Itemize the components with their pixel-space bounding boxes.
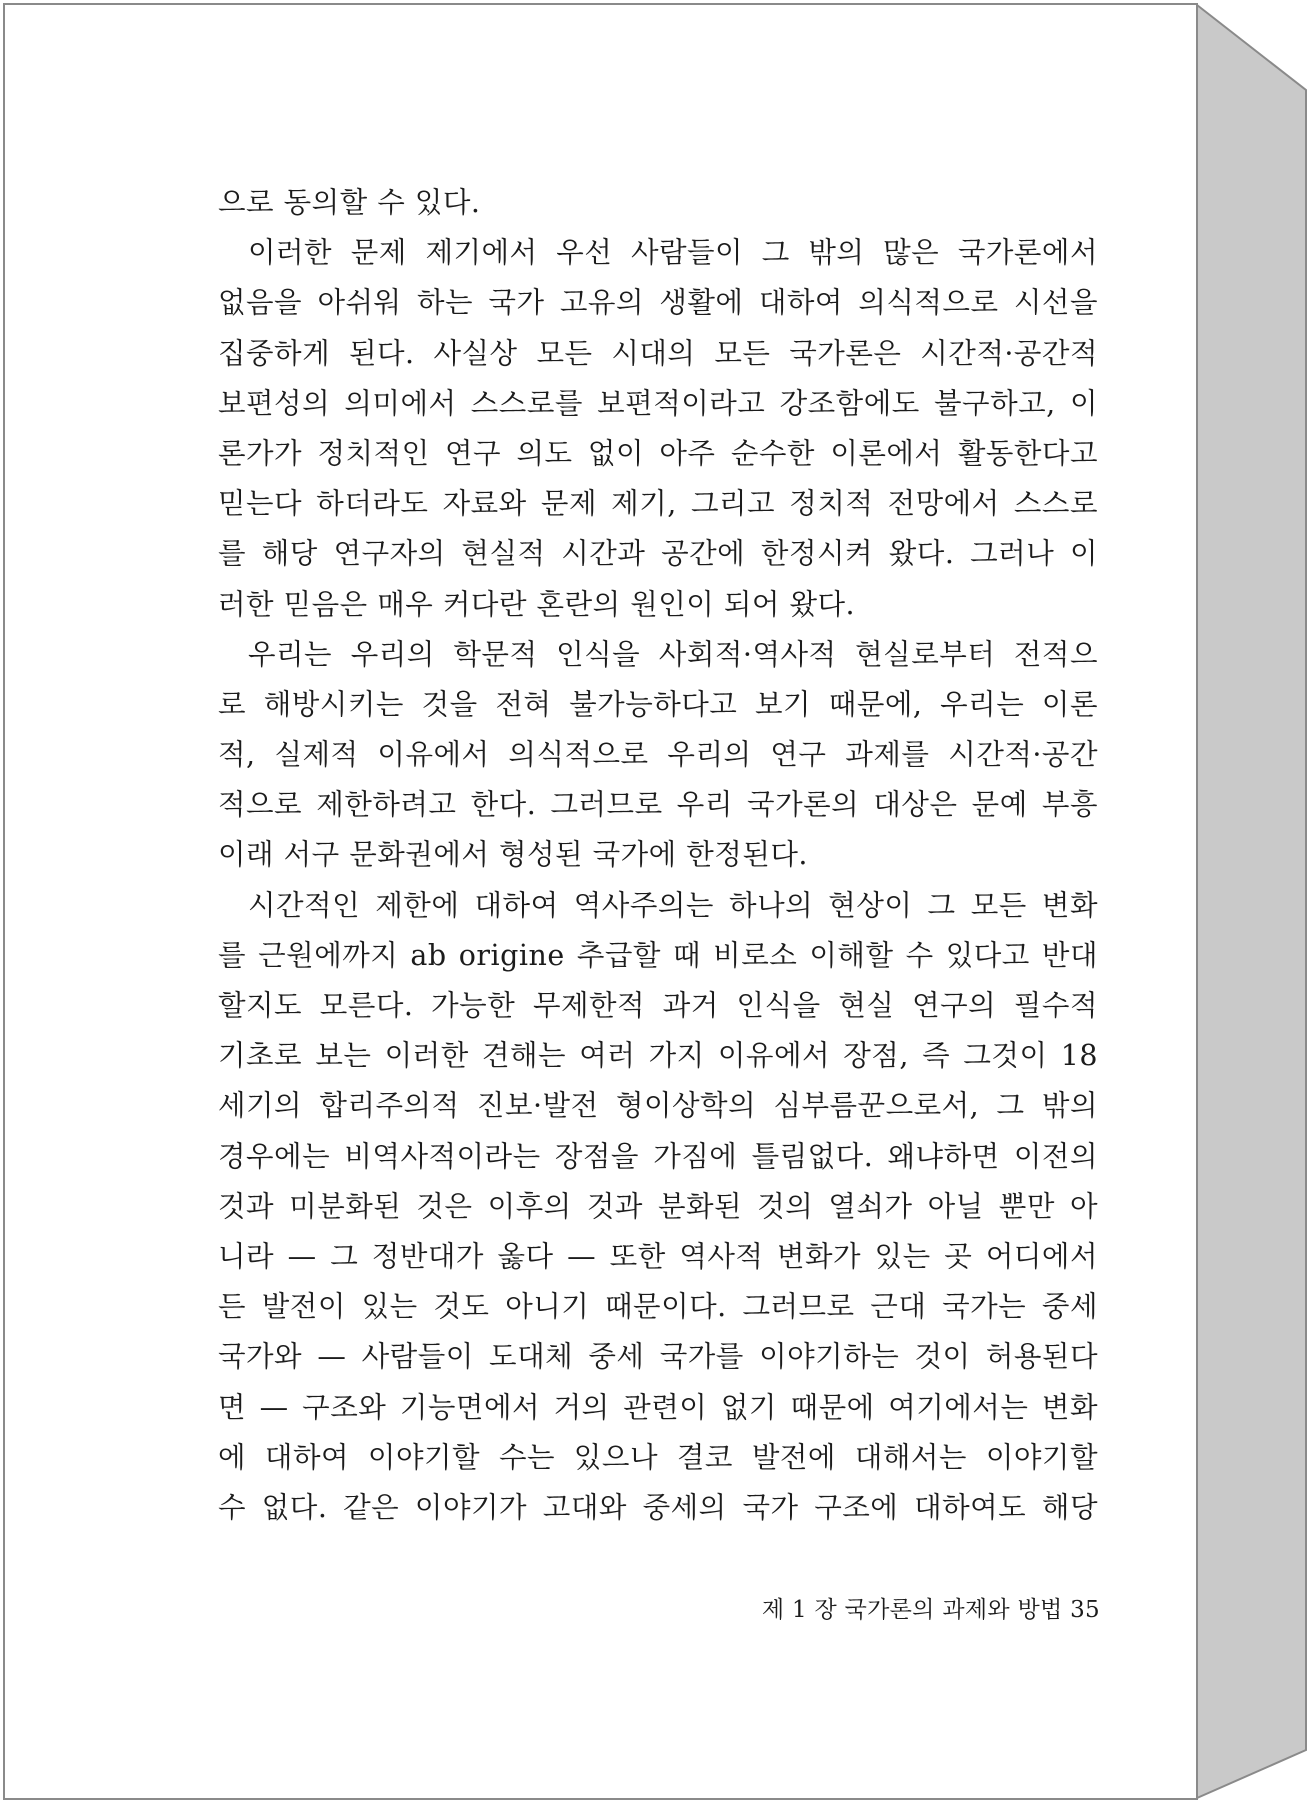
text-line: 경우에는 비역사적이라는 장점을 가짐에 틀림없다. 왜냐하면 이전의 — [218, 1139, 1098, 1173]
text-line: 에 대하여 이야기할 수는 있으나 결코 발전에 대해서는 이야기할 — [218, 1440, 1098, 1474]
text-line: 집중하게 된다. 사실상 모든 시대의 모든 국가론은 시간적·공간적 — [218, 336, 1098, 370]
text-line: 시간적인 제한에 대하여 역사주의는 하나의 현상이 그 모든 변화 — [248, 888, 1098, 922]
text-line: 기초로 보는 이러한 견해는 여러 가지 이유에서 장점, 즉 그것이 18 — [218, 1039, 1098, 1073]
text-line: 수 없다. 같은 이야기가 고대와 중세의 국가 구조에 대하여도 해당 — [218, 1490, 1098, 1524]
text-line: 러한 믿음은 매우 커다란 혼란의 원인이 되어 왔다. — [218, 587, 856, 621]
text-line: 적으로 제한하려고 한다. 그러므로 우리 국가론의 대상은 문예 부흥 — [218, 788, 1098, 822]
text-line: 우리는 우리의 학문적 인식을 사회적·역사적 현실로부터 전적으 — [248, 637, 1098, 671]
text-line: 국가와 — 사람들이 도대체 중세 국가를 이야기하는 것이 허용된다 — [218, 1340, 1098, 1374]
text-line: 믿는다 하더라도 자료와 문제 제기, 그리고 정치적 전망에서 스스로 — [218, 487, 1098, 521]
book-side-face — [1197, 5, 1306, 1798]
text-line: 보편성의 의미에서 스스로를 보편적이라고 강조함에도 불구하고, 이 — [218, 386, 1098, 420]
text-line: 이러한 문제 제기에서 우선 사람들이 그 밖의 많은 국가론에서 — [248, 236, 1098, 270]
text-line: 적, 실제적 이유에서 의식적으로 우리의 연구 과제를 시간적·공간 — [218, 738, 1098, 772]
text-line: 를 근원에까지 ab origine 추급할 때 비로소 이해할 수 있다고 반대 — [218, 938, 1098, 972]
text-line: 든 발전이 있는 것도 아니기 때문이다. 그러므로 근대 국가는 중세 — [218, 1290, 1098, 1324]
text-line: 면 — 구조와 기능면에서 거의 관련이 없기 때문에 여기에서는 변화 — [218, 1390, 1098, 1424]
text-line: 론가가 정치적인 연구 의도 없이 아주 순수한 이론에서 활동한다고 — [218, 436, 1098, 470]
running-head: 제 1 장 국가론의 과제와 방법 35 — [761, 1597, 1100, 1623]
text-line: 으로 동의할 수 있다. — [218, 186, 481, 219]
text-line: 세기의 합리주의적 진보·발전 형이상학의 심부름꾼으로서, 그 밖의 — [218, 1089, 1098, 1123]
text-line: 없음을 아쉬워 하는 국가 고유의 생활에 대하여 의식적으로 시선을 — [218, 286, 1098, 320]
text-line: 니라 — 그 정반대가 옳다 — 또한 역사적 변화가 있는 곳 어디에서 — [218, 1239, 1098, 1273]
text-line: 할지도 모른다. 가능한 무제한적 과거 인식을 현실 연구의 필수적 — [218, 989, 1098, 1022]
text-line: 를 해당 연구자의 현실적 시간과 공간에 한정시켜 왔다. 그러나 이 — [218, 537, 1098, 571]
text-line: 로 해방시키는 것을 전혀 불가능하다고 보기 때문에, 우리는 이론 — [218, 687, 1098, 721]
body-text — [218, 178, 1098, 1533]
text-line: 것과 미분화된 것은 이후의 것과 분화된 것의 열쇠가 아닐 뿐만 아 — [218, 1189, 1098, 1223]
text-line: 이래 서구 문화권에서 형성된 국가에 한정된다. — [218, 838, 808, 872]
